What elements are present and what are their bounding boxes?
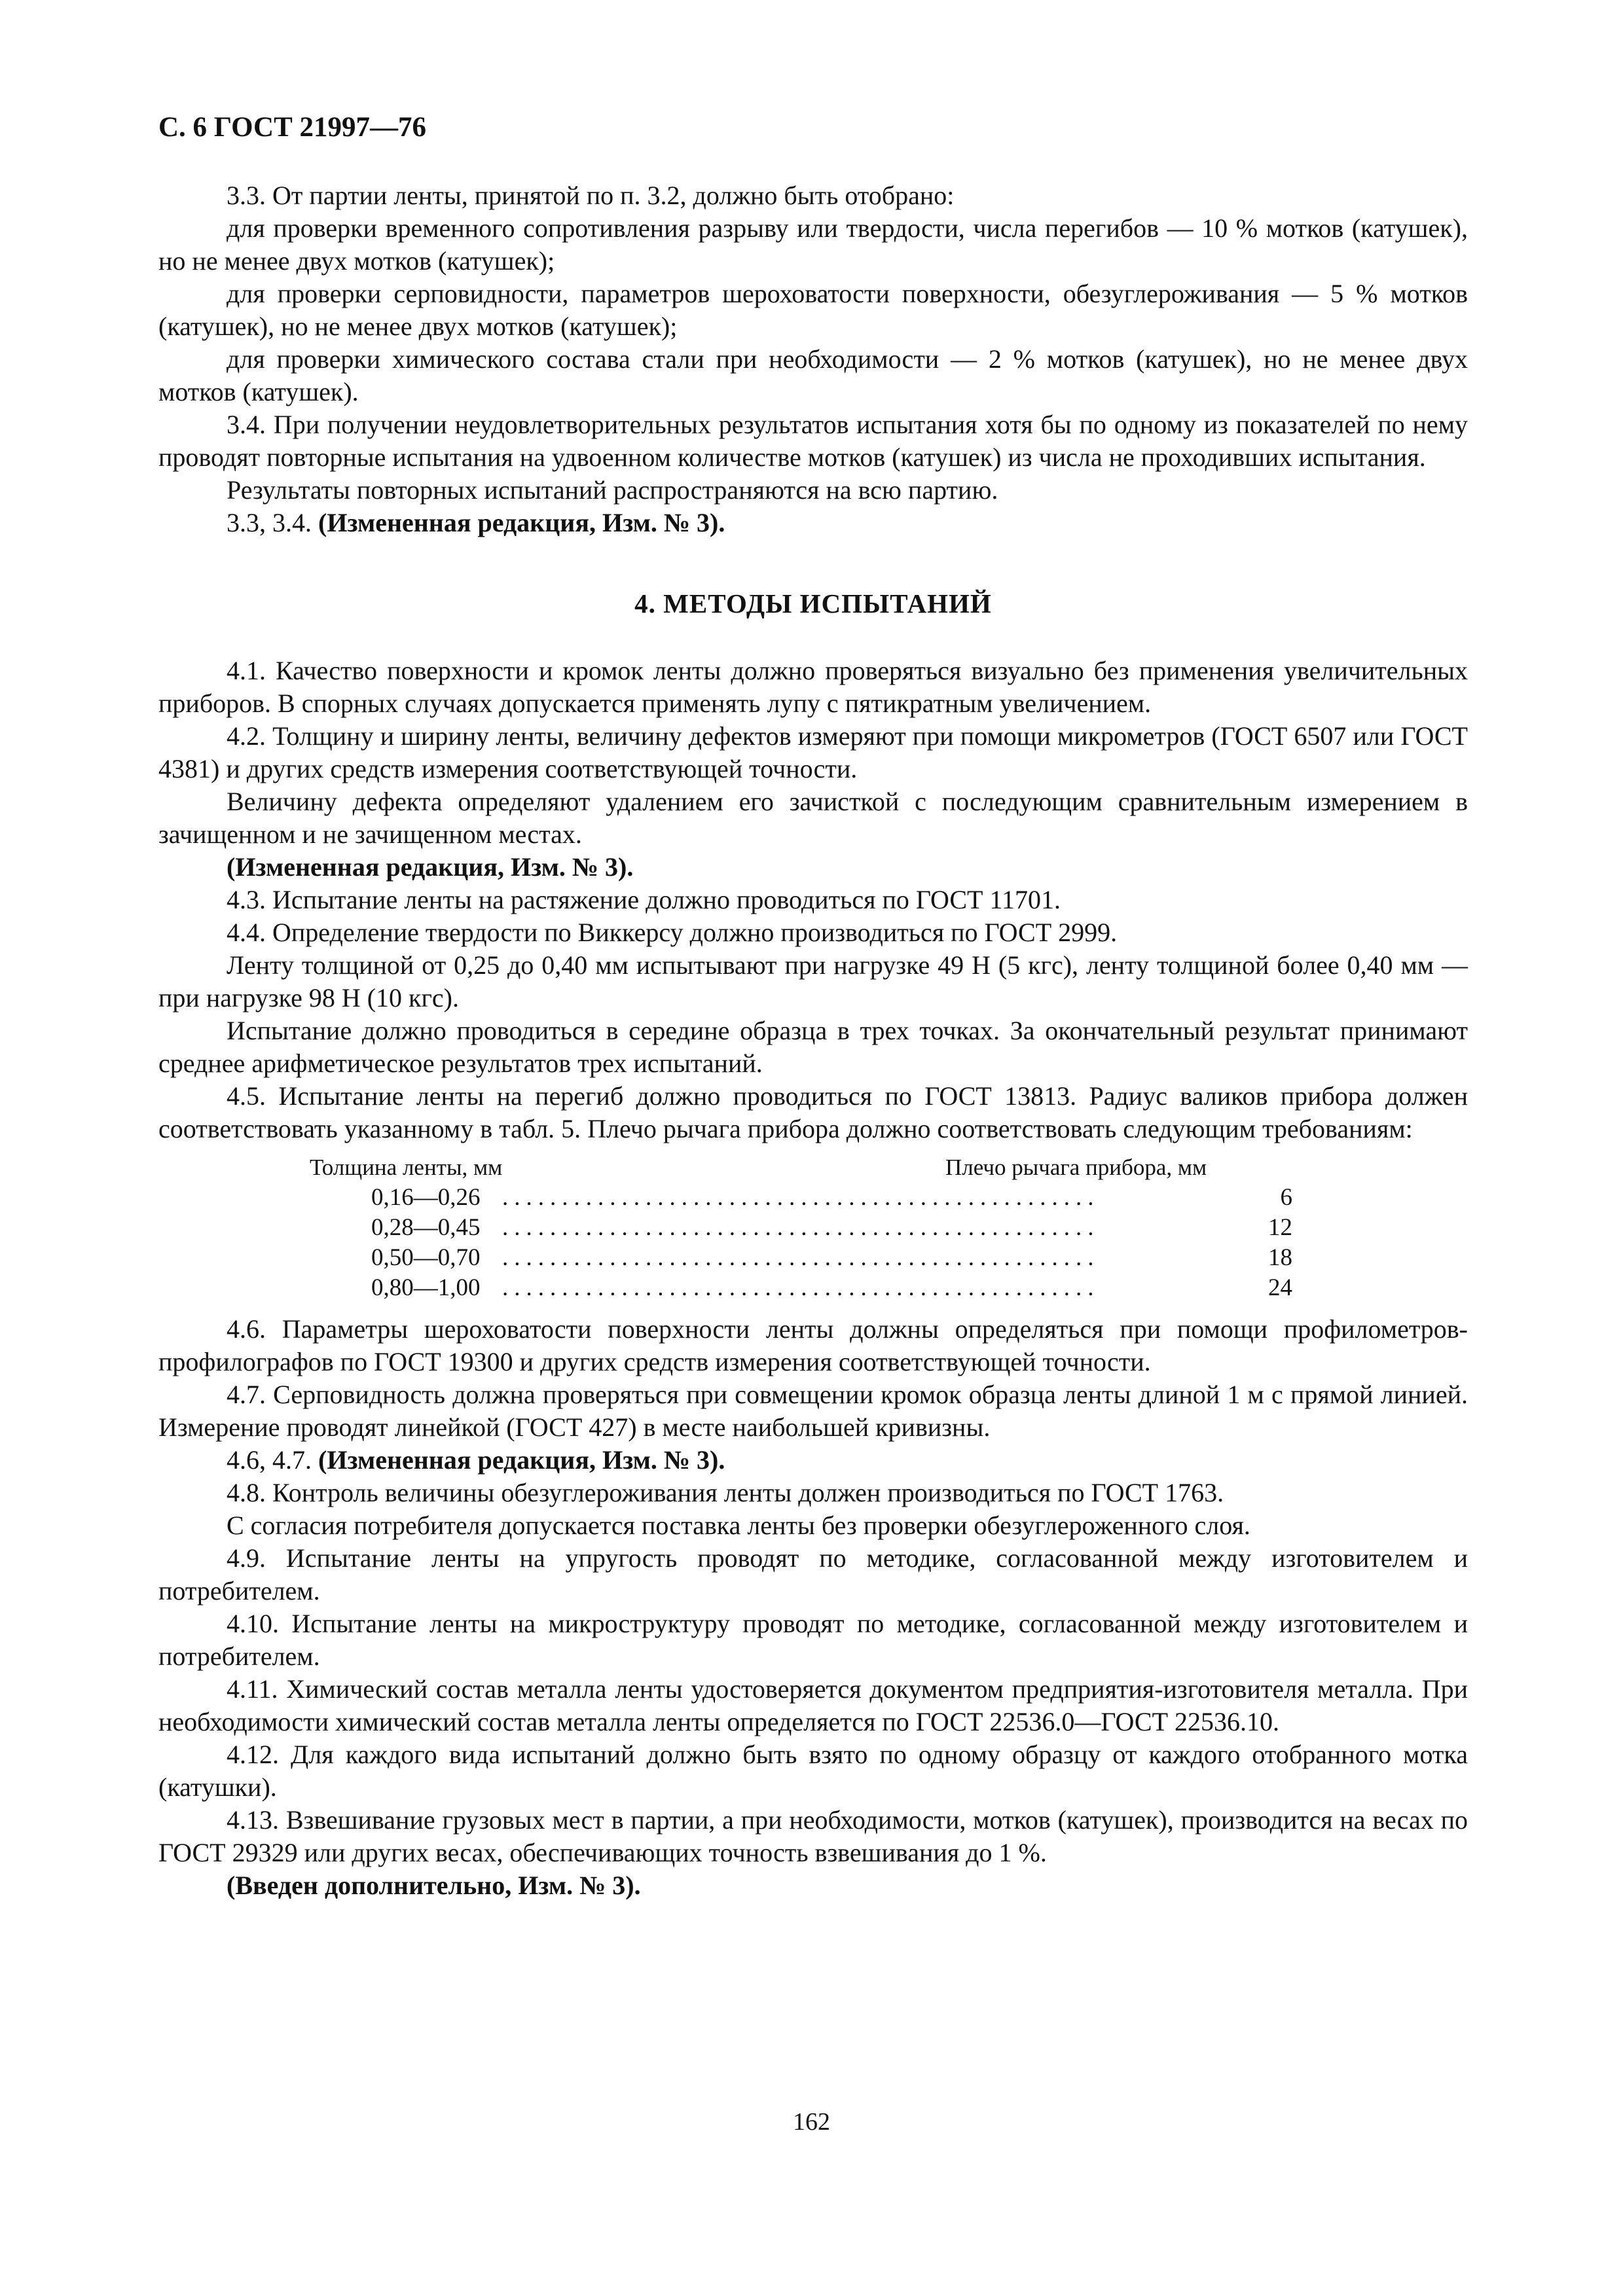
paragraph: для проверки химического состава стали при необходимости — 2 % мотков (катушек), но не менее двух мотков (катушек). [158,344,1468,406]
dot-leader: .................................................. [502,1244,1100,1271]
paragraph: С согласия потребителя допускается поставка ленты без проверки обезуглероженного слоя. [227,1511,1250,1540]
paragraph: 4.5. Испытание ленты на перегиб должно проводиться по ГОСТ 13813. Радиус валиков прибора должен соответствовать указанному в табл. 5. Плечо рычага прибора должно соответствовать следующим требованиям: [158,1081,1468,1143]
table-header [158,1152,1468,1183]
paragraph: 3.3. От партии ленты, принятой по п. 3.2, должно быть отобрано: [227,181,955,210]
paragraph: 4.1. Качество поверхности и кромок ленты должно проверяться визуально без применения увеличительных приборов. В спорных случаях допускается применять лупу с пятикратным увеличением. [158,656,1468,718]
col-header-arm: Плечо рычага прибора, мм [945,1155,1207,1180]
col-header-thickness: Толщина ленты, мм [310,1155,503,1180]
arm-cell: 12 [1268,1214,1292,1241]
dot-leader: .................................................. [502,1214,1100,1241]
table-row [158,1274,1468,1304]
arm-cell: 24 [1268,1274,1292,1301]
paragraph: 4.8. Контроль величины обезуглероживания ленты должен производиться по ГОСТ 1763. [227,1478,1224,1507]
paragraph: 4.10. Испытание ленты на микроструктуру проводят по методике, согласованной между изготовителем и потребителем. [158,1609,1468,1671]
paragraph: для проверки временного сопротивления разрыву или твердости, числа перегибов — 10 % мотков (катушек), но не менее двух мотков (катушек); [158,213,1468,276]
paragraph: Величину дефекта определяют удалением его зачисткой с последующим сравнительным измерением в зачищенном и не зачищенном местах. [158,787,1468,849]
page-header: С. 6 ГОСТ 21997—76 [158,112,427,143]
amendment-note: (Введен дополнительно, Изм. № 3). [227,1871,641,1900]
paragraph: 4.2. Толщину и ширину ленты, величину дефектов измеряют при помощи микрометров (ГОСТ 6507 или ГОСТ 4381) и других средств измерения соответствующей точности. [158,721,1468,783]
section-title: 4. МЕТОДЫ ИСПЫТАНИЙ [634,588,992,619]
document-page [158,111,1468,1902]
amendment-note: 3.3, 3.4. (Измененная редакция, Изм. № 3). [227,508,725,537]
dot-leader: .................................................. [502,1184,1100,1211]
dot-leader: .................................................. [502,1274,1100,1301]
paragraph: 4.4. Определение твердости по Виккерсу должно производиться по ГОСТ 2999. [227,918,1118,947]
paragraph: 4.3. Испытание ленты на растяжение должно проводиться по ГОСТ 11701. [227,885,1061,914]
paragraph: 4.13. Взвешивание грузовых мест в партии, а при необходимости, мотков (катушек), производится на весах по ГОСТ 29329 или других весах, обеспечивающих точность взвешивания до 1 %. [158,1805,1468,1867]
thickness-cell: 0,16—0,26 [371,1184,481,1211]
table-row [158,1213,1468,1244]
paragraph: 4.11. Химический состав металла ленты удостоверяется документом предприятия-изготовителя металла. При необходимости химический состав металла ленты определяется по ГОСТ 22536.0—ГОСТ 22536.10. [158,1674,1468,1736]
table-row [158,1244,1468,1274]
paragraph: 4.6. Параметры шероховатости поверхности ленты должны определяться при помощи профилометров-профилографов по ГОСТ 19300 и других средств измерения соответствующей точности. [158,1314,1468,1376]
paragraph: Ленту толщиной от 0,25 до 0,40 мм испытывают при нагрузке 49 Н (5 кгс), ленту толщиной более 0,40 мм — при нагрузке 98 Н (10 кгс). [158,950,1468,1013]
amendment-note: 4.6, 4.7. (Измененная редакция, Изм. № 3). [227,1445,725,1475]
page-number: 162 [793,2108,830,2136]
arm-cell: 18 [1268,1244,1292,1271]
section-3-body [158,179,1468,539]
paragraph: Результаты повторных испытаний распространяются на всю партию. [227,475,998,505]
section-4-body [158,655,1468,1145]
thickness-cell: 0,28—0,45 [371,1214,481,1241]
thickness-cell: 0,80—1,00 [371,1274,481,1301]
paragraph: 4.9. Испытание ленты на упругость проводят по методике, согласованной между изготовителем и потребителем. [158,1543,1468,1605]
paragraph: 4.7. Серповидность должна проверяться при совмещении кромок образца ленты длиной 1 м с прямой линией. Измерение проводят линейкой (ГОСТ 427) в месте наибольшей кривизны. [158,1380,1468,1442]
paragraph: для проверки серповидности, параметров шероховатости поверхности, обезуглероживания — 5 % мотков (катушек), но не менее двух мотков (катушек); [158,279,1468,341]
paragraph: Испытание должно проводиться в середине образца в трех точках. За окончательный результат принимают среднее арифметическое результатов трех испытаний. [158,1016,1468,1078]
paragraph: 4.12. Для каждого вида испытаний должно быть взято по одному образцу от каждого отобранного мотка (катушки). [158,1740,1468,1802]
lever-arm-table [158,1152,1468,1304]
paragraph: 3.4. При получении неудовлетворительных результатов испытания хотя бы по одному из показателей по нему проводят повторные испытания на удвоенном количестве мотков (катушек) из числа не проходивших испытания. [158,410,1468,472]
amendment-note: (Измененная редакция, Изм. № 3). [227,852,634,882]
table-row [158,1183,1468,1213]
thickness-cell: 0,50—0,70 [371,1244,481,1271]
section-4-body-continued [158,1313,1468,1902]
arm-cell: 6 [1280,1184,1292,1211]
